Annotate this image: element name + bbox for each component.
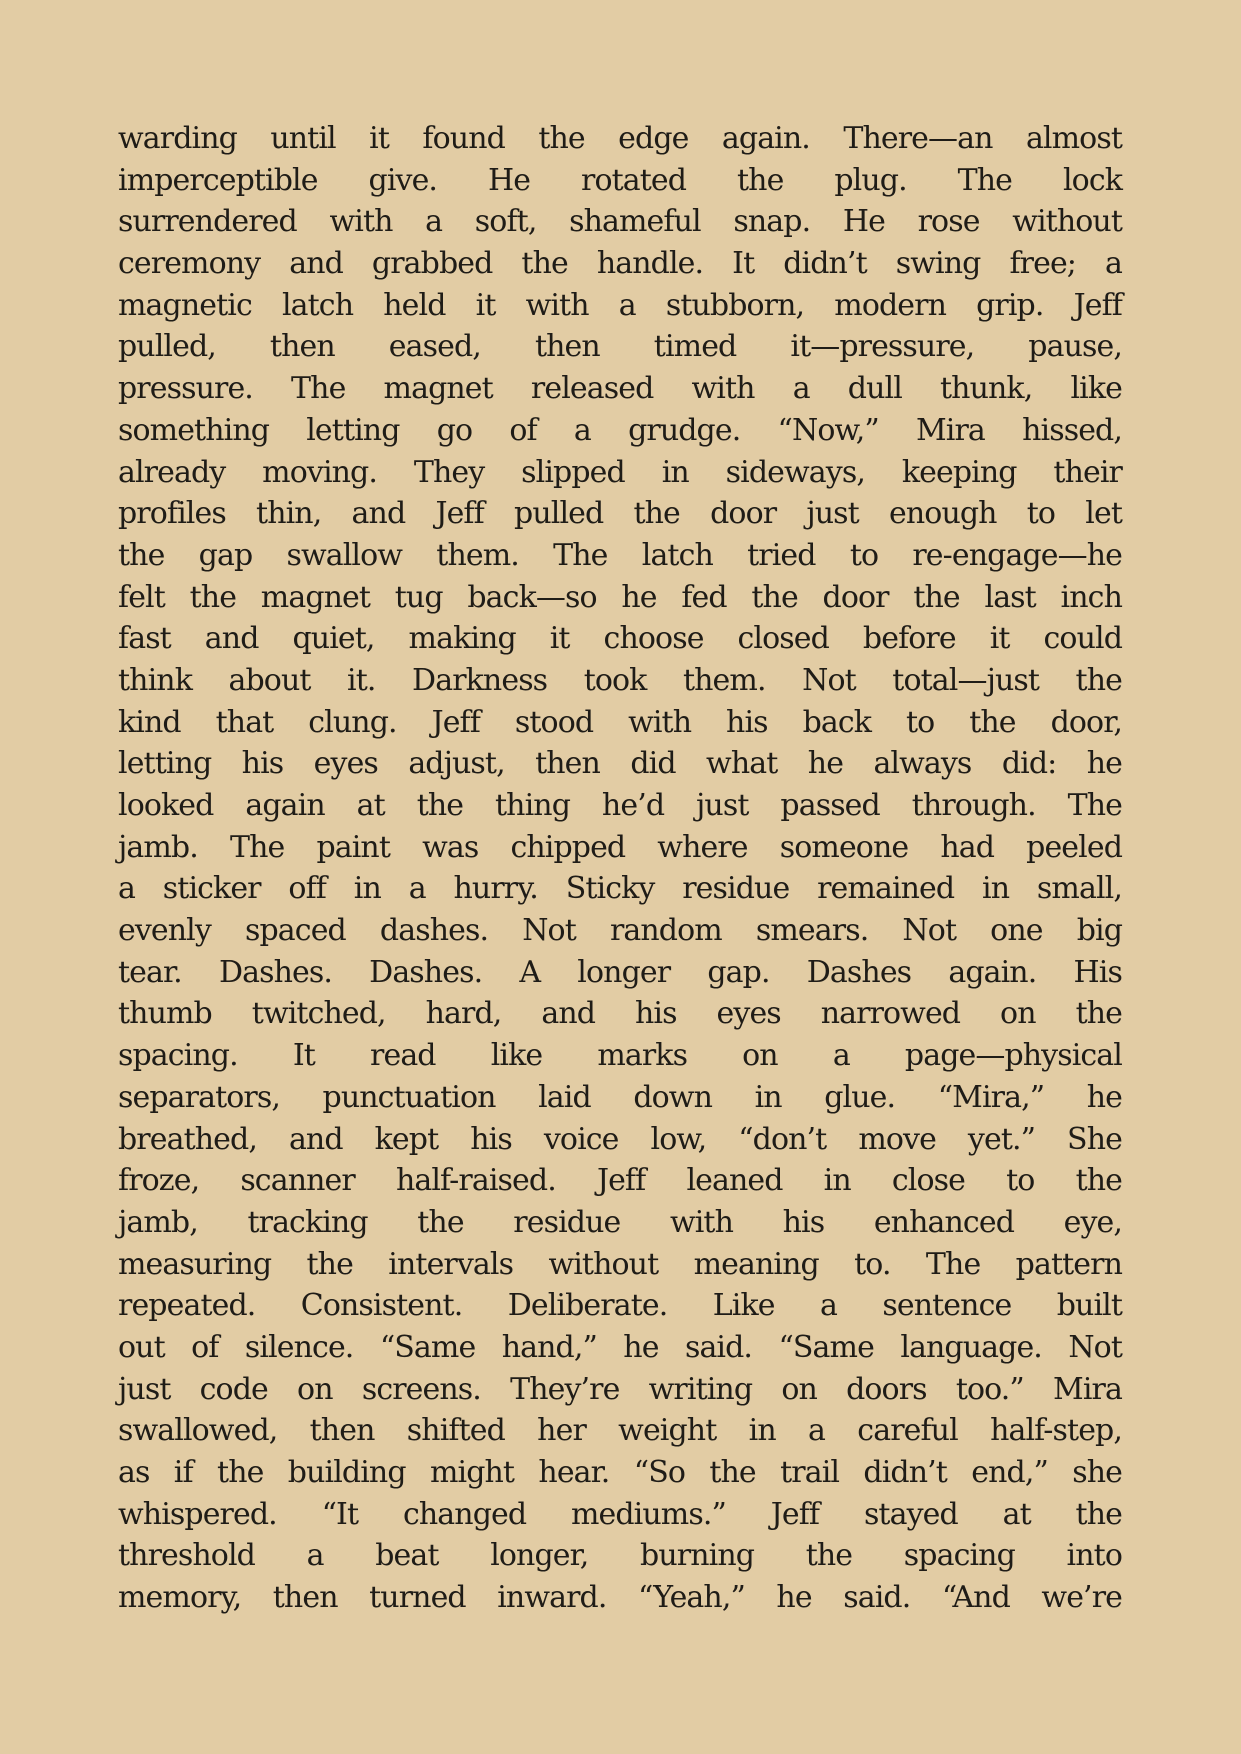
text-line: warding until it found the edge again. There—an almost [118,121,1122,156]
text-line: froze, scanner half-raised. Jeff leaned in close to the [118,1163,1122,1199]
text-line: thumb twitched, hard, and his eyes narrowed on the [118,996,1122,1032]
text-line: threshold a beat longer, burning the spacing into [118,1538,1122,1574]
text-line: out of silence. “Same hand,” he said. “Same language. Not [118,1329,1122,1365]
text-line: breathed, and kept his voice low, “don’t move yet.” She [118,1121,1122,1157]
text-line: spacing. It read like marks on a page—physical [118,1038,1122,1074]
text-line: measuring the intervals without meaning to. The pattern [118,1246,1122,1282]
text-line: a sticker off in a hurry. Sticky residue remained in small, [118,871,1122,907]
text-line: letting his eyes adjust, then did what he always did: he [118,746,1122,782]
body-text [118,118,1122,1619]
text-line: magnetic latch held it with a stubborn, modern grip. Jeff [118,287,1122,323]
text-line: already moving. They slipped in sideways, keeping their [118,454,1122,490]
text-line: pulled, then eased, then timed it—pressure, pause, [118,329,1122,365]
text-line: whispered. “It changed mediums.” Jeff stayed at the [118,1496,1122,1532]
text-line: swallowed, then shifted her weight in a careful half-step, [118,1413,1122,1449]
text-line: felt the magnet tug back—so he fed the door the last inch [118,579,1122,615]
text-line: think about it. Darkness took them. Not total—just the [118,662,1122,698]
text-line: ceremony and grabbed the handle. It didn’t swing free; a [118,246,1122,282]
text-line: memory, then turned inward. “Yeah,” he said. “And we’re [118,1580,1122,1616]
text-line: as if the building might hear. “So the trail didn’t end,” she [118,1455,1122,1490]
text-line: jamb, tracking the residue with his enhanced eye, [118,1204,1122,1240]
text-line: pressure. The magnet released with a dull thunk, like [118,371,1122,407]
text-line: profiles thin, and Jeff pulled the door just enough to let [118,496,1122,532]
text-line: separators, punctuation laid down in glue. “Mira,” he [118,1079,1122,1115]
text-line: jamb. The paint was chipped where someone had peeled [118,829,1122,865]
text-line: tear. Dashes. Dashes. A longer gap. Dashes again. His [118,954,1122,990]
text-line: something letting go of a grudge. “Now,” Mira hissed, [118,412,1122,448]
text-line: kind that clung. Jeff stood with his back to the door, [118,704,1122,740]
text-line: repeated. Consistent. Deliberate. Like a sentence built [118,1288,1122,1324]
text-line: evenly spaced dashes. Not random smears. Not one big [118,913,1122,949]
text-line: imperceptible give. He rotated the plug. The lock [118,162,1122,198]
text-line: looked again at the thing he’d just passed through. The [118,788,1122,823]
text-line: fast and quiet, making it choose closed before it could [118,621,1122,657]
text-line: surrendered with a soft, shameful snap. He rose without [118,204,1122,240]
text-line: the gap swallow them. The latch tried to re-engage—he [118,537,1122,573]
text-line: just code on screens. They’re writing on doors too.” Mira [118,1371,1122,1407]
